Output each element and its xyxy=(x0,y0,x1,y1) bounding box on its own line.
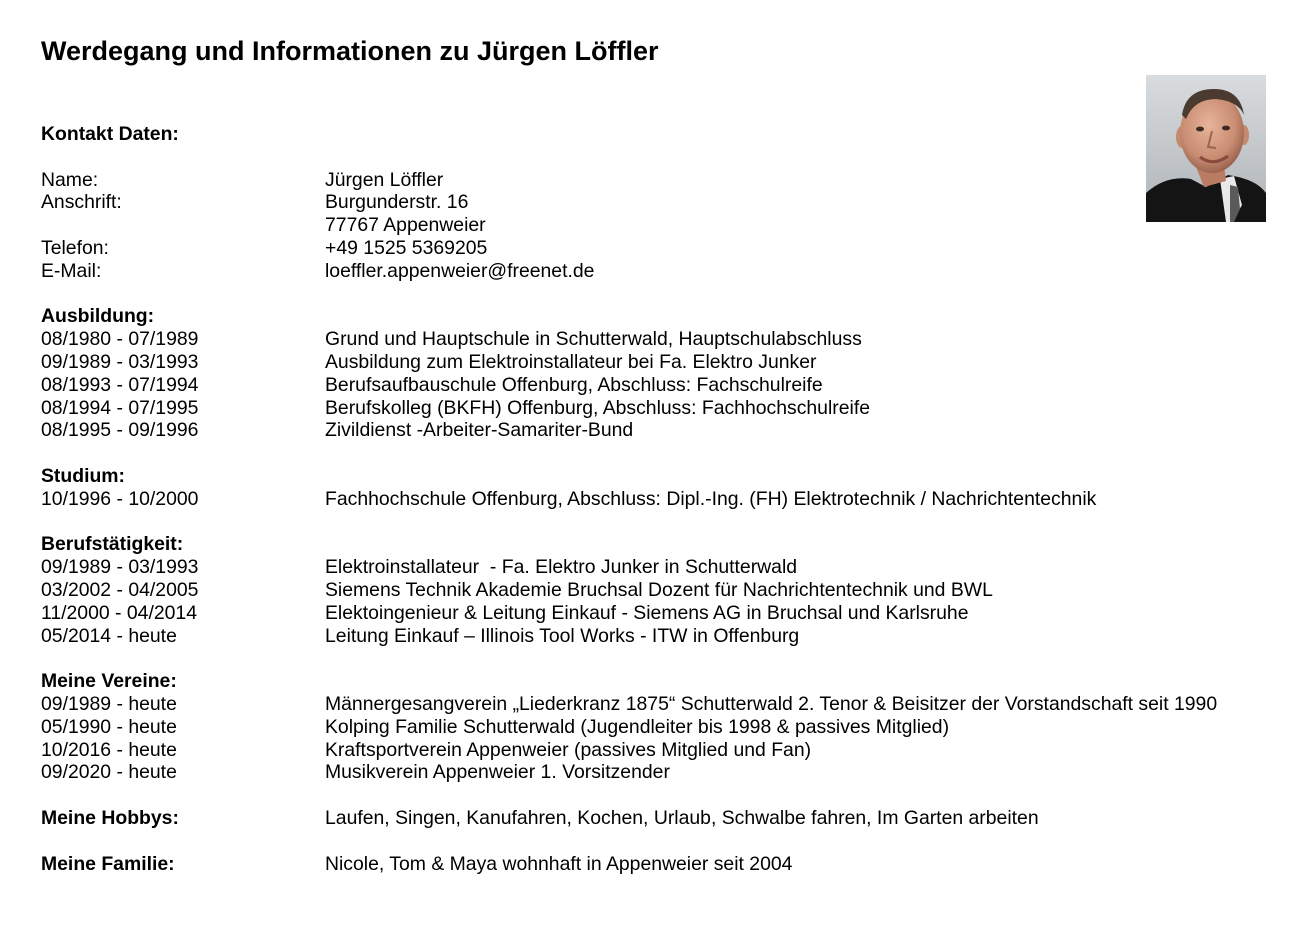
row-value: Männergesangverein „Liederkranz 1875“ Schutterwald 2. Tenor & Beisitzer der Vorstandschaft seit 1990 xyxy=(325,692,1218,715)
clubs-row xyxy=(41,739,1281,762)
row-label xyxy=(41,214,325,237)
row-label: 08/1993 - 07/1994 xyxy=(41,373,199,396)
row-label: 08/1994 - 07/1995 xyxy=(41,396,199,419)
family-heading: Meine Familie: xyxy=(41,852,175,875)
education-row xyxy=(41,419,1281,442)
row-label: Name: xyxy=(41,168,99,191)
contact-row-address xyxy=(41,191,1281,214)
clubs-row xyxy=(41,761,1281,784)
row-value: Elektroinstallateur - Fa. Elektro Junker in Schutterwald xyxy=(325,556,798,579)
career-row xyxy=(41,579,1281,602)
clubs-heading: Meine Vereine: xyxy=(41,670,177,693)
career-heading: Berufstätigkeit: xyxy=(41,533,184,556)
row-label: Telefon: xyxy=(41,236,109,259)
contact-heading: Kontakt Daten: xyxy=(41,123,179,145)
row-value: Grund und Hauptschule in Schutterwald, Hauptschulabschluss xyxy=(325,328,862,351)
row-value: Kolping Familie Schutterwald (Jugendleiter bis 1998 & passives Mitglied) xyxy=(325,715,950,738)
row-label: 09/1989 - 03/1993 xyxy=(41,556,199,579)
row-value: Burgunderstr. 16 xyxy=(325,191,469,214)
row-label: 09/1989 - heute xyxy=(41,692,177,715)
career-row xyxy=(41,625,1281,648)
row-label: 05/1990 - heute xyxy=(41,715,177,738)
row-value: Berufsaufbauschule Offenburg, Abschluss: Fachschulreife xyxy=(325,373,823,396)
row-value: Zivildienst -Arbeiter-Samariter-Bund xyxy=(325,419,634,442)
row-label: 10/2016 - heute xyxy=(41,738,177,761)
contact-row-city xyxy=(41,214,1281,237)
row-label: 05/2014 - heute xyxy=(41,624,177,647)
page-title: Werdegang und Informationen zu Jürgen Löffler xyxy=(41,36,659,66)
career-row xyxy=(41,556,1281,579)
education-heading: Ausbildung: xyxy=(41,305,155,328)
contact-row-email xyxy=(41,260,1281,283)
education-row xyxy=(41,328,1281,351)
row-label: E-Mail: xyxy=(41,259,102,282)
row-label: 10/1996 - 10/2000 xyxy=(41,487,199,510)
clubs-row xyxy=(41,716,1281,739)
row-value: Fachhochschule Offenburg, Abschluss: Dipl.-Ing. (FH) Elektrotechnik / Nachrichtentechnik xyxy=(325,487,1097,510)
contact-row-phone xyxy=(41,237,1281,260)
cv-content xyxy=(41,123,1281,875)
row-value: Elektoingenieur & Leitung Einkauf - Siemens AG in Bruchsal und Karlsruhe xyxy=(325,601,969,624)
family-value: Nicole, Tom & Maya wohnhaft in Appenweier seit 2004 xyxy=(325,852,793,875)
row-label: 03/2002 - 04/2005 xyxy=(41,578,199,601)
family-row xyxy=(41,853,1281,876)
row-value: Musikverein Appenweier 1. Vorsitzender xyxy=(325,761,670,784)
education-row xyxy=(41,374,1281,397)
education-row xyxy=(41,351,1281,374)
hobbies-value: Laufen, Singen, Kanufahren, Kochen, Urlaub, Schwalbe fahren, Im Garten arbeiten xyxy=(325,806,1039,829)
row-value: Leitung Einkauf – Illinois Tool Works - ITW in Offenburg xyxy=(325,624,800,647)
education-row xyxy=(41,397,1281,420)
studies-row xyxy=(41,488,1281,511)
row-value: Kraftsportverein Appenweier (passives Mitglied und Fan) xyxy=(325,738,812,761)
email-link[interactable]: loeffler.appenweier@freenet.de xyxy=(325,259,595,282)
row-value: +49 1525 5369205 xyxy=(325,236,488,259)
clubs-row xyxy=(41,693,1281,716)
row-label: Anschrift: xyxy=(41,191,122,214)
row-label: 11/2000 - 04/2014 xyxy=(41,601,197,624)
career-row xyxy=(41,602,1281,625)
row-value: 77767 Appenweier xyxy=(325,214,486,237)
row-value: Siemens Technik Akademie Bruchsal Dozent für Nachrichtentechnik und BWL xyxy=(325,578,993,601)
row-value: Ausbildung zum Elektroinstallateur bei Fa. Elektro Junker xyxy=(325,350,817,373)
row-label: 08/1980 - 07/1989 xyxy=(41,328,199,351)
row-value: Berufskolleg (BKFH) Offenburg, Abschluss: Fachhochschulreife xyxy=(325,396,870,419)
hobbies-row xyxy=(41,807,1281,830)
row-label: 08/1995 - 09/1996 xyxy=(41,419,199,442)
contact-row-name xyxy=(41,169,1281,192)
studies-heading: Studium: xyxy=(41,464,126,487)
row-label: 09/2020 - heute xyxy=(41,761,177,784)
row-value: Jürgen Löffler xyxy=(325,168,444,191)
hobbies-heading: Meine Hobbys: xyxy=(41,806,179,829)
row-label: 09/1989 - 03/1993 xyxy=(41,350,199,373)
